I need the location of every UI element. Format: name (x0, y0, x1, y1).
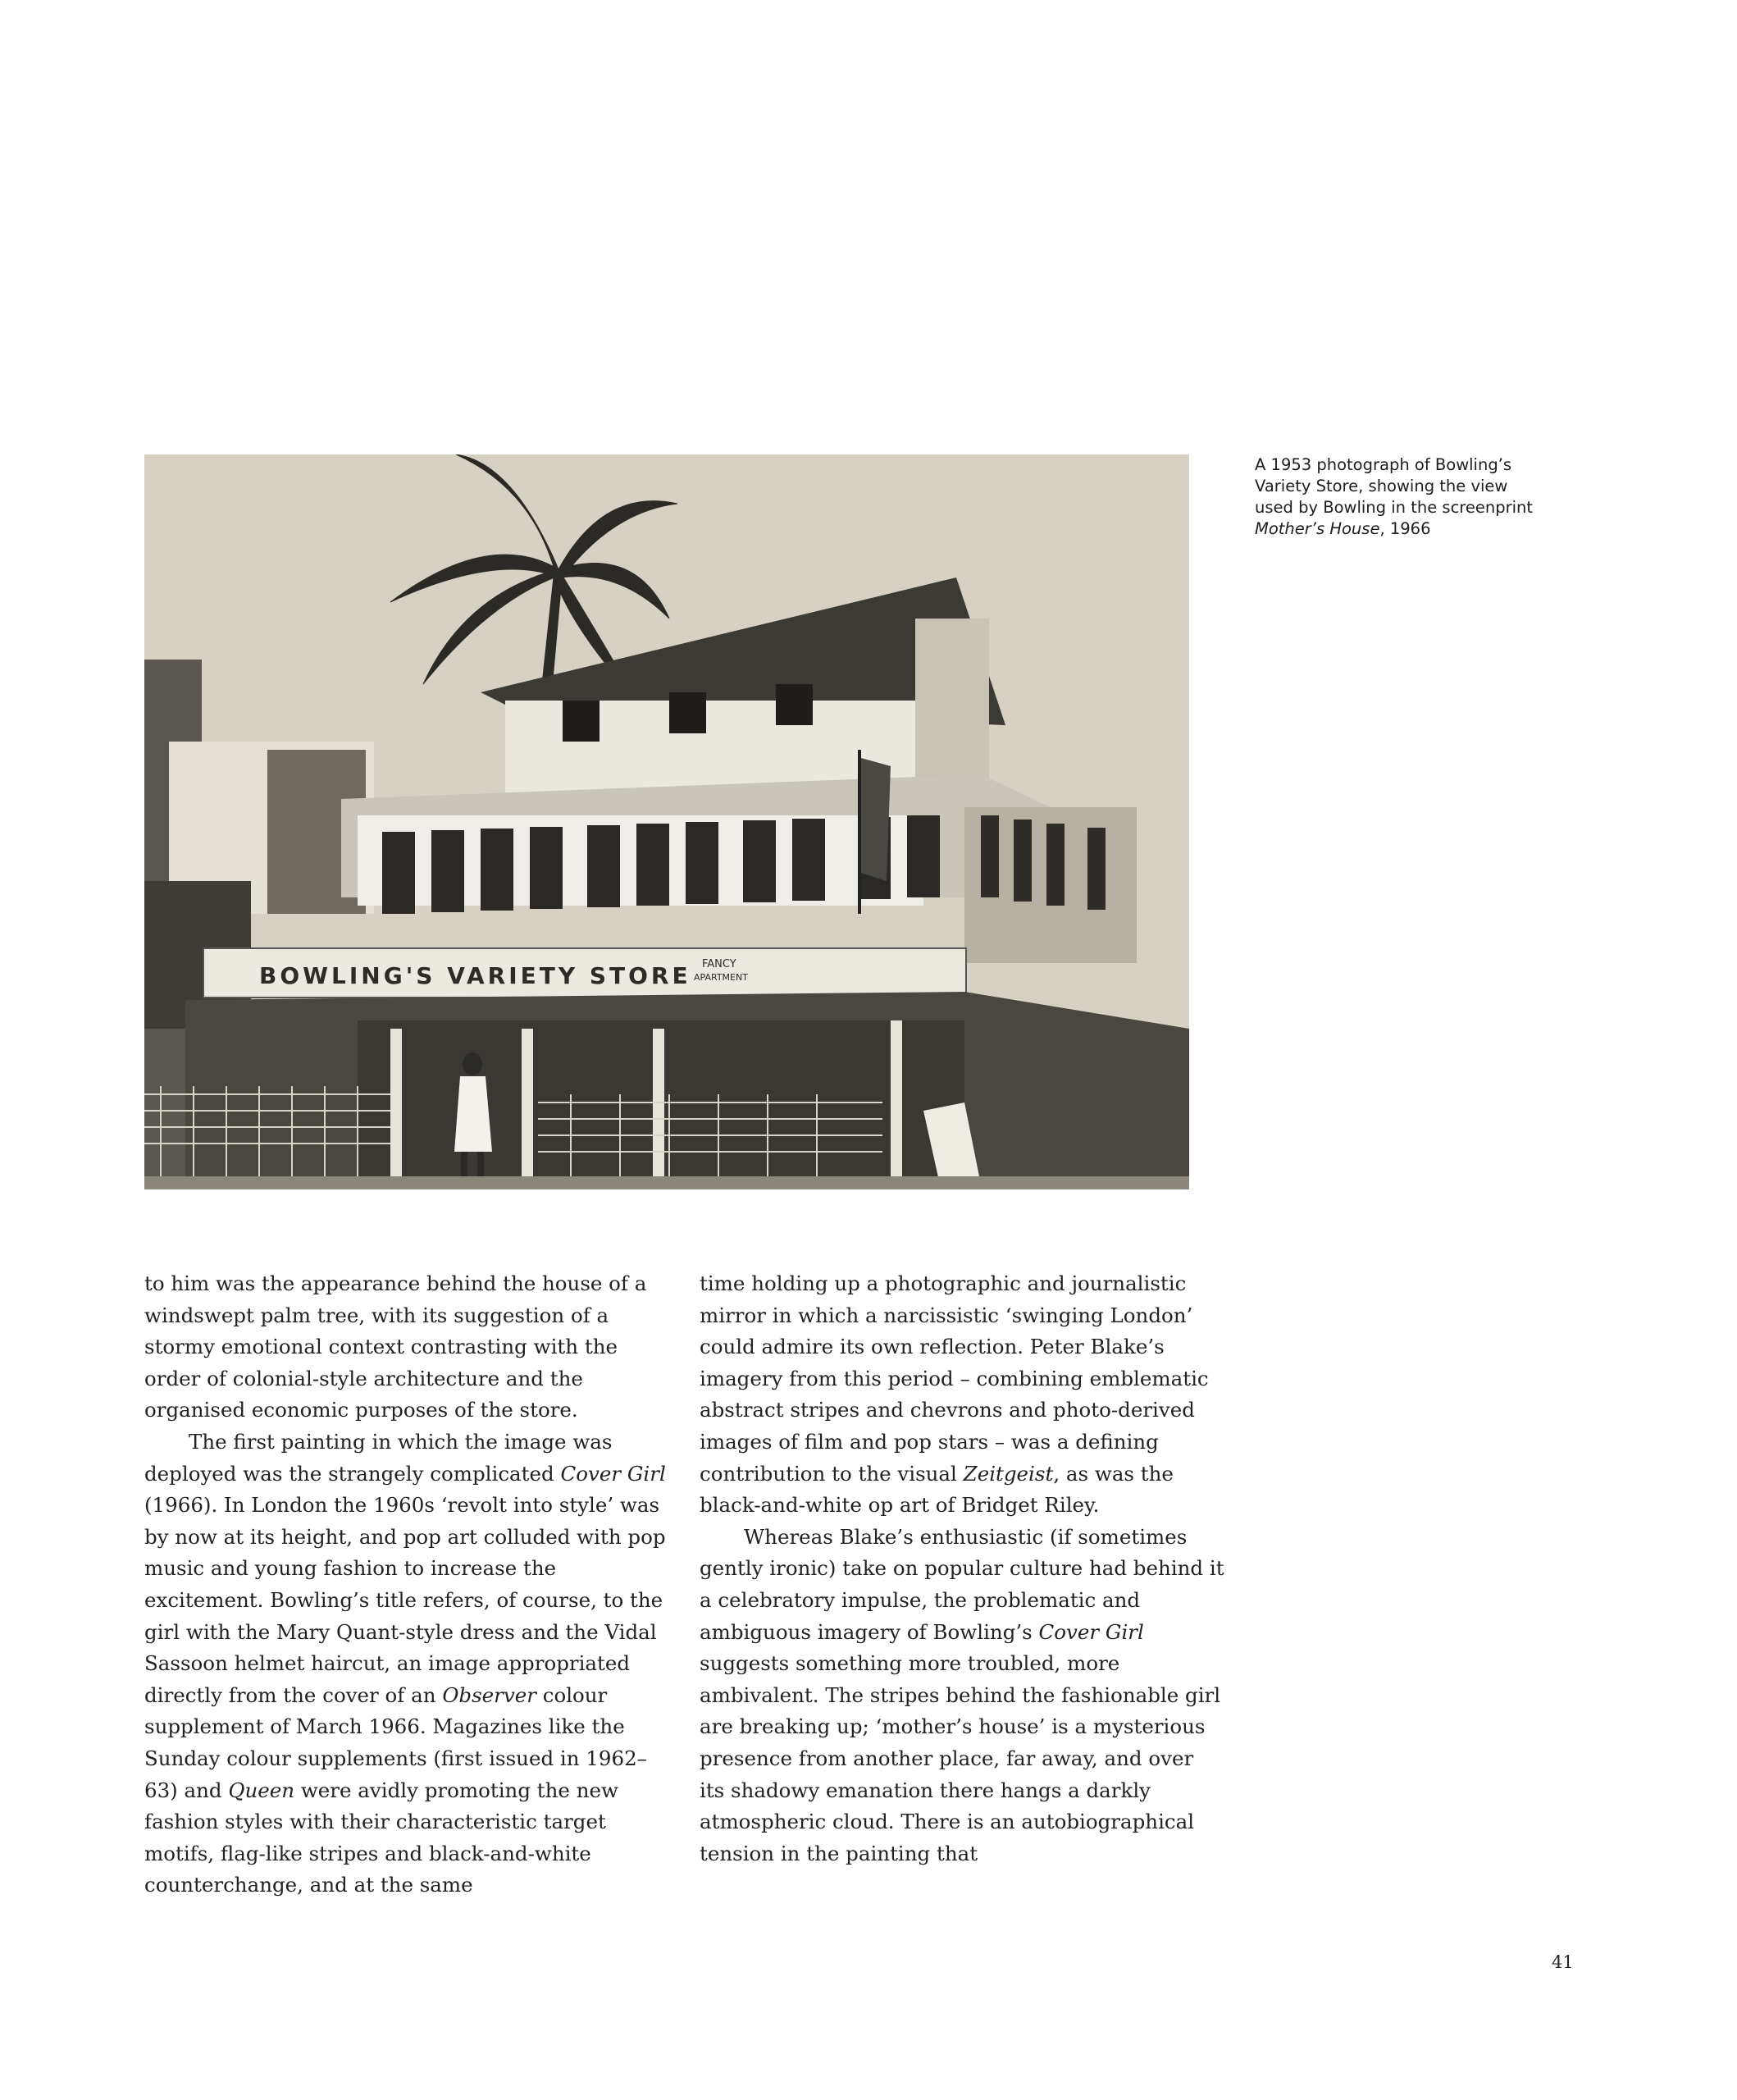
left-text-column (144, 1268, 669, 1901)
caption-year: , 1966 (1379, 519, 1431, 538)
caption-artwork-title: Mother’s House (1255, 519, 1380, 538)
artwork-title: Cover Girl (1038, 1619, 1144, 1644)
caption-line: used by Bowling in the screenprint (1255, 498, 1534, 517)
store-sign-text: BOWLING'S VARIETY STORE (259, 962, 691, 989)
emphasis: Zeitgeist (963, 1461, 1054, 1486)
text-run: , as was the black-and-white op art of Bridget Riley. (700, 1461, 1174, 1518)
paragraph: to him was the appearance behind the house of a windswept palm tree, with its suggestion of a stormy emotional context contrasting with the order of colonial-style architecture and the organised economic purposes of the store. (144, 1271, 647, 1422)
text-run: colour supplement of March 1966. Magazines like the Sunday colour supplements (first issued in 1962–63) and (144, 1682, 647, 1802)
paragraph (700, 1522, 1224, 1870)
caption-line: Variety Store, showing the view (1255, 477, 1508, 495)
caption-line (1255, 518, 1599, 540)
variety-store-illustration (144, 454, 1189, 1189)
publication-title: Observer (442, 1682, 536, 1707)
artwork-title: Cover Girl (560, 1461, 666, 1486)
publication-title: Queen (228, 1778, 295, 1802)
paragraph (700, 1268, 1224, 1522)
store-sign-small-1: FANCY (702, 958, 736, 970)
text-run: The first painting in which the image was deployed was the strangely complicated (144, 1429, 613, 1486)
text-run: time holding up a photographic and journalistic mirror in which a narcissistic ‘swinging London’ could admire its own reflection. Peter Blake’s imagery from this period – combining emblematic abstract stripes and chevrons and photo-derived images of film and pop stars – was a defining contribution to the visual (700, 1271, 1209, 1486)
text-run: suggests something more troubled, more ambivalent. The stripes behind the fashionable girl are breaking up; ‘mother’s house’ is a mysterious presence from another place, far away, and over its shadowy emanation there hangs a darkly atmospheric cloud. There is an autobiographical tension in the painting that (700, 1651, 1221, 1865)
text-run: were avidly promoting the new fashion styles with their characteristic target motifs, flag-like stripes and black-and-white counterchange, and at the same (144, 1778, 618, 1897)
text-run: (1966). In London the 1960s ‘revolt into style’ was by now at its height, and pop art colluded with pop music and young fashion to increase the excitement. Bowling’s title refers, of course, to the girl with the Mary Quant-style dress and the Vidal Sassoon helmet haircut, an image appropriated directly from the cover of an (144, 1493, 666, 1707)
store-sign-small-2: APARTMENT (694, 972, 748, 983)
photo-caption (1255, 454, 1599, 540)
caption-line: A 1953 photograph of Bowling’s (1255, 455, 1512, 474)
store-photograph (144, 454, 1189, 1189)
right-text-column (700, 1268, 1224, 1869)
paragraph (144, 1427, 669, 1901)
text-run: Whereas Blake’s enthusiastic (if sometimes gently ironic) take on popular culture had behind it a celebratory impulse, the problematic and ambiguous imagery of Bowling’s (700, 1524, 1224, 1644)
page-number: 41 (1552, 1952, 1574, 1972)
